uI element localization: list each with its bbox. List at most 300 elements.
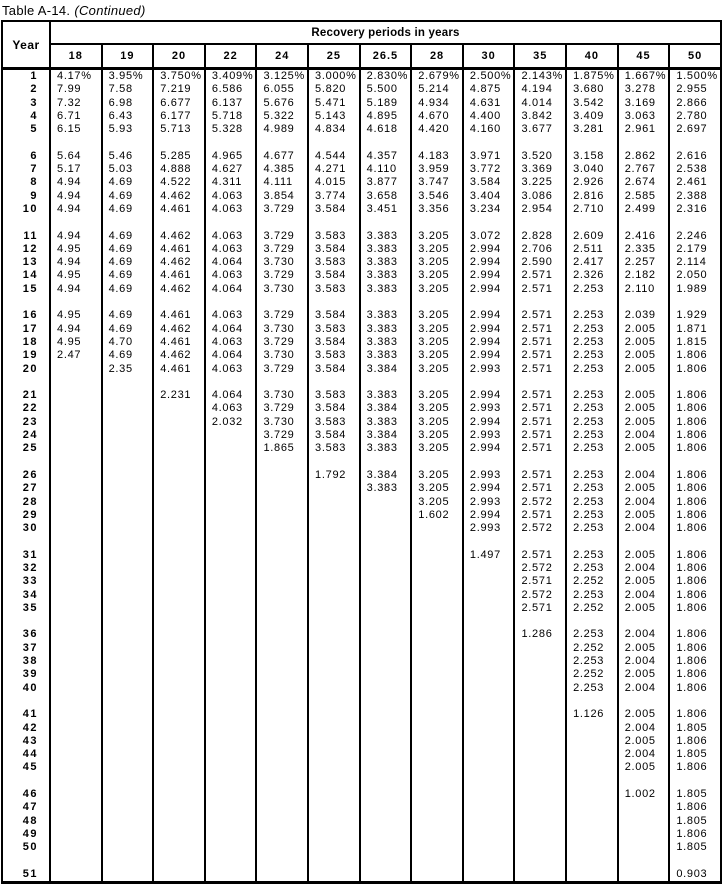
rate-cell: 4.69 (102, 203, 154, 216)
rate-cell: 2.005 (618, 482, 670, 495)
rate-cell: 4.69 (102, 176, 154, 189)
rate-cell: 3.546 (411, 190, 463, 203)
rate-cell (153, 429, 205, 442)
spacer-cell (102, 136, 154, 149)
rate-cell: 2.816 (566, 190, 618, 203)
rate-cell (411, 668, 463, 681)
spacer-cell (256, 216, 308, 229)
spacer-cell (2, 456, 50, 469)
rate-cell: 4.70 (102, 336, 154, 349)
table-row-year-37 (2, 642, 721, 655)
rate-cell: 5.214 (411, 83, 463, 96)
rate-cell: 2.253 (566, 549, 618, 562)
rate-cell: 4.17% (50, 69, 102, 84)
rate-cell: 2.609 (566, 230, 618, 243)
rate-cell: 3.383 (360, 283, 412, 296)
spacer-cell (102, 775, 154, 788)
rate-cell: 3.383 (360, 323, 412, 336)
rate-cell (102, 668, 154, 681)
table-row-year-47 (2, 801, 721, 814)
rate-cell (256, 761, 308, 774)
rate-cell: 4.95 (50, 243, 102, 256)
rate-cell (102, 655, 154, 668)
year-cell: 37 (2, 642, 50, 655)
rate-cell (514, 708, 566, 721)
spacer-cell (411, 535, 463, 548)
rate-cell (205, 562, 257, 575)
rate-cell (205, 682, 257, 695)
rate-cell (102, 801, 154, 814)
rate-cell: 1.806 (669, 642, 721, 655)
rate-cell (360, 735, 412, 748)
rate-cell (50, 589, 102, 602)
table-row-year-14 (2, 269, 721, 282)
rate-cell (205, 828, 257, 841)
year-cell: 26 (2, 469, 50, 482)
spacer-cell (2, 695, 50, 708)
rate-cell (50, 788, 102, 801)
spacer-cell (153, 775, 205, 788)
rate-cell: 1.126 (566, 708, 618, 721)
rate-cell (308, 735, 360, 748)
group-spacer-row (2, 695, 721, 708)
spacer-cell (566, 695, 618, 708)
rate-cell (50, 469, 102, 482)
rate-cell: 3.169 (618, 97, 670, 110)
rate-cell: 3.205 (411, 429, 463, 442)
rate-cell: 2.005 (618, 402, 670, 415)
rate-cell: 4.94 (50, 323, 102, 336)
table-header (2, 21, 721, 69)
table-row-year-13 (2, 256, 721, 269)
table-row-year-25 (2, 442, 721, 455)
spacer-cell (153, 296, 205, 309)
rate-cell: 3.658 (360, 190, 412, 203)
rate-cell: 2.926 (566, 176, 618, 189)
rate-cell: 3.409% (205, 69, 257, 84)
rate-cell: 2.179 (669, 243, 721, 256)
rate-cell (50, 735, 102, 748)
spacer-cell (618, 456, 670, 469)
rate-cell (153, 469, 205, 482)
rate-cell: 3.205 (411, 496, 463, 509)
rate-cell: 3.384 (360, 469, 412, 482)
rate-cell (256, 788, 308, 801)
rate-cell: 1.806 (669, 735, 721, 748)
spacer-cell (514, 775, 566, 788)
rate-cell (411, 748, 463, 761)
spacer-cell (618, 296, 670, 309)
rate-cell (308, 496, 360, 509)
rate-cell: 2.004 (618, 655, 670, 668)
rate-cell (308, 642, 360, 655)
rate-cell (308, 562, 360, 575)
rate-cell (360, 722, 412, 735)
rate-cell: 2.253 (566, 496, 618, 509)
rate-cell: 4.989 (256, 123, 308, 136)
table-row-year-30 (2, 522, 721, 535)
spacer-cell (411, 376, 463, 389)
rate-cell: 3.205 (411, 243, 463, 256)
year-cell: 12 (2, 243, 50, 256)
rate-cell (102, 761, 154, 774)
rate-cell (618, 841, 670, 854)
rate-cell (50, 841, 102, 854)
table-row-year-27 (2, 482, 721, 495)
rate-cell: 3.409 (566, 110, 618, 123)
rate-cell: 3.729 (256, 230, 308, 243)
table-row-year-32 (2, 562, 721, 575)
rate-cell: 3.584 (308, 402, 360, 415)
rate-cell: 3.584 (308, 203, 360, 216)
rate-cell: 4.462 (153, 323, 205, 336)
rate-cell: 2.252 (566, 602, 618, 615)
year-cell: 50 (2, 841, 50, 854)
rate-cell (463, 642, 515, 655)
spacer-cell (256, 296, 308, 309)
table-row-year-40 (2, 682, 721, 695)
year-cell: 49 (2, 828, 50, 841)
year-cell: 25 (2, 442, 50, 455)
rate-cell: 3.384 (360, 363, 412, 376)
rate-cell (50, 482, 102, 495)
spacer-cell (514, 216, 566, 229)
spacer-cell (360, 855, 412, 868)
year-cell: 27 (2, 482, 50, 495)
rate-cell: 1.806 (669, 628, 721, 641)
rate-cell: 3.520 (514, 150, 566, 163)
recovery-periods-header: Recovery periods in years (50, 21, 721, 44)
rate-cell: 2.335 (618, 243, 670, 256)
rate-cell (360, 562, 412, 575)
rate-cell: 2.005 (618, 761, 670, 774)
rate-cell: 2.571 (514, 283, 566, 296)
rate-cell: 2.050 (669, 269, 721, 282)
rate-cell: 2.005 (618, 323, 670, 336)
rate-cell (102, 708, 154, 721)
rate-cell: 4.631 (463, 97, 515, 110)
rate-cell (102, 389, 154, 402)
rate-cell (514, 682, 566, 695)
rate-cell: 3.383 (360, 309, 412, 322)
rate-cell: 3.729 (256, 402, 308, 415)
rate-cell: 4.064 (205, 349, 257, 362)
rate-cell (205, 735, 257, 748)
rate-cell: 2.767 (618, 163, 670, 176)
rate-cell (463, 841, 515, 854)
spacer-cell (50, 296, 102, 309)
rate-cell (50, 761, 102, 774)
rate-cell (308, 668, 360, 681)
spacer-cell (102, 456, 154, 469)
rate-cell: 2.571 (514, 402, 566, 415)
spacer-cell (566, 456, 618, 469)
rate-cell (50, 642, 102, 655)
rate-cell: 3.383 (360, 482, 412, 495)
rate-cell: 6.71 (50, 110, 102, 123)
rate-cell (153, 496, 205, 509)
spacer-cell (308, 615, 360, 628)
rate-cell: 4.461 (153, 309, 205, 322)
spacer-cell (102, 376, 154, 389)
rate-cell: 4.522 (153, 176, 205, 189)
rate-cell (514, 722, 566, 735)
rate-cell (102, 442, 154, 455)
spacer-cell (411, 456, 463, 469)
rate-cell: 4.063 (205, 402, 257, 415)
rate-cell: 3.205 (411, 402, 463, 415)
rate-cell: 1.871 (669, 323, 721, 336)
rate-cell: 4.69 (102, 323, 154, 336)
rate-cell (308, 761, 360, 774)
rate-cell: 4.94 (50, 230, 102, 243)
rate-cell (463, 828, 515, 841)
rate-cell: 5.17 (50, 163, 102, 176)
rate-cell: 3.451 (360, 203, 412, 216)
spacer-cell (566, 615, 618, 628)
rate-cell: 4.063 (205, 230, 257, 243)
rate-cell: 3.234 (463, 203, 515, 216)
spacer-cell (360, 456, 412, 469)
spacer-cell (463, 695, 515, 708)
spacer-cell (102, 855, 154, 868)
rate-cell (50, 496, 102, 509)
table-row-year-26 (2, 469, 721, 482)
rate-cell (50, 628, 102, 641)
rate-cell (205, 628, 257, 641)
spacer-cell (153, 695, 205, 708)
rate-cell: 3.383 (360, 230, 412, 243)
rate-cell (463, 788, 515, 801)
rate-cell: 2.005 (618, 363, 670, 376)
rate-cell (308, 815, 360, 828)
recovery-period-19-header: 19 (102, 44, 154, 69)
rate-cell: 4.462 (153, 256, 205, 269)
year-cell: 20 (2, 363, 50, 376)
year-cell: 23 (2, 416, 50, 429)
table-row-year-5 (2, 123, 721, 136)
rate-cell (411, 868, 463, 883)
rate-cell: 4.461 (153, 243, 205, 256)
rate-cell: 3.583 (308, 283, 360, 296)
rate-cell (514, 748, 566, 761)
rate-cell (102, 469, 154, 482)
spacer-cell (411, 695, 463, 708)
rate-cell: 2.993 (463, 522, 515, 535)
rate-cell (205, 509, 257, 522)
table-row-year-35 (2, 602, 721, 615)
rate-cell: 4.063 (205, 203, 257, 216)
rate-cell: 1.875% (566, 69, 618, 84)
rate-cell (514, 841, 566, 854)
rate-cell (463, 668, 515, 681)
table-row-year-1 (2, 69, 721, 84)
year-cell: 35 (2, 602, 50, 615)
rate-cell: 1.806 (669, 442, 721, 455)
rate-cell: 2.571 (514, 602, 566, 615)
rate-cell: 1.806 (669, 828, 721, 841)
rate-cell: 2.994 (463, 243, 515, 256)
rate-cell: 2.994 (463, 442, 515, 455)
rate-cell: 2.994 (463, 309, 515, 322)
rate-cell (463, 575, 515, 588)
spacer-cell (2, 775, 50, 788)
rate-cell: 1.805 (669, 841, 721, 854)
rate-cell (360, 841, 412, 854)
rate-cell (256, 522, 308, 535)
rate-cell: 4.462 (153, 349, 205, 362)
spacer-cell (411, 855, 463, 868)
rate-cell: 3.205 (411, 269, 463, 282)
rate-cell (360, 522, 412, 535)
rate-cell: 2.005 (618, 708, 670, 721)
year-cell: 39 (2, 668, 50, 681)
rate-cell: 5.718 (205, 110, 257, 123)
rate-cell: 3.959 (411, 163, 463, 176)
rate-cell (360, 655, 412, 668)
spacer-cell (308, 136, 360, 149)
rate-cell: 7.58 (102, 83, 154, 96)
rate-cell: 4.064 (205, 323, 257, 336)
rate-cell: 2.828 (514, 230, 566, 243)
rate-cell: 6.055 (256, 83, 308, 96)
year-cell: 6 (2, 150, 50, 163)
spacer-cell (308, 296, 360, 309)
spacer-cell (308, 695, 360, 708)
rate-cell (308, 575, 360, 588)
year-cell: 2 (2, 83, 50, 96)
rate-cell (102, 562, 154, 575)
rate-cell: 3.584 (308, 309, 360, 322)
rate-cell: 2.253 (566, 402, 618, 415)
rate-cell: 2.253 (566, 522, 618, 535)
spacer-cell (153, 456, 205, 469)
rate-cell (153, 642, 205, 655)
year-cell: 22 (2, 402, 50, 415)
rate-cell: 2.571 (514, 336, 566, 349)
rate-cell: 3.583 (308, 323, 360, 336)
rate-cell: 4.94 (50, 190, 102, 203)
rate-cell: 2.571 (514, 363, 566, 376)
rate-cell (153, 628, 205, 641)
year-cell: 17 (2, 323, 50, 336)
rate-cell (50, 748, 102, 761)
year-cell: 8 (2, 176, 50, 189)
rate-cell (514, 815, 566, 828)
rate-cell (102, 589, 154, 602)
rate-cell: 3.205 (411, 482, 463, 495)
spacer-cell (618, 535, 670, 548)
rate-cell: 3.729 (256, 269, 308, 282)
spacer-cell (360, 376, 412, 389)
rate-cell (360, 549, 412, 562)
rate-cell (411, 841, 463, 854)
rate-cell: 2.571 (514, 309, 566, 322)
rate-cell: 2.326 (566, 269, 618, 282)
rate-cell: 3.730 (256, 283, 308, 296)
spacer-cell (256, 615, 308, 628)
rate-cell (153, 575, 205, 588)
rate-cell: 3.583 (308, 442, 360, 455)
spacer-cell (2, 855, 50, 868)
rate-cell: 1.806 (669, 389, 721, 402)
rate-cell: 4.064 (205, 256, 257, 269)
rate-cell: 2.253 (566, 363, 618, 376)
spacer-cell (566, 855, 618, 868)
table-row-year-15 (2, 283, 721, 296)
rate-cell (308, 841, 360, 854)
rate-cell (153, 522, 205, 535)
rate-cell: 3.729 (256, 309, 308, 322)
rate-cell: 2.571 (514, 269, 566, 282)
rate-cell (360, 628, 412, 641)
spacer-cell (669, 535, 721, 548)
rate-cell (256, 815, 308, 828)
spacer-cell (50, 615, 102, 628)
rate-cell: 3.369 (514, 163, 566, 176)
spacer-cell (360, 775, 412, 788)
spacer-cell (2, 615, 50, 628)
spacer-cell (256, 855, 308, 868)
year-cell: 45 (2, 761, 50, 774)
table-row-year-7 (2, 163, 721, 176)
recovery-period-50-header: 50 (669, 44, 721, 69)
rate-cell: 2.253 (566, 283, 618, 296)
spacer-cell (360, 296, 412, 309)
rate-cell: 3.730 (256, 323, 308, 336)
rate-cell (360, 589, 412, 602)
rate-cell: 5.713 (153, 123, 205, 136)
rate-cell (308, 628, 360, 641)
rate-cell (360, 828, 412, 841)
rate-cell (205, 841, 257, 854)
rate-cell (514, 828, 566, 841)
rate-cell (153, 722, 205, 735)
year-cell: 38 (2, 655, 50, 668)
table-title-main: Table A-14. (2, 3, 71, 18)
rate-cell: 2.994 (463, 349, 515, 362)
rate-cell: 2.253 (566, 562, 618, 575)
rate-cell (463, 655, 515, 668)
spacer-cell (669, 615, 721, 628)
table-row-year-45 (2, 761, 721, 774)
rate-cell (153, 841, 205, 854)
rate-cell: 4.94 (50, 176, 102, 189)
spacer-cell (256, 376, 308, 389)
rate-cell (411, 708, 463, 721)
rate-cell: 4.183 (411, 150, 463, 163)
spacer-cell (566, 376, 618, 389)
rate-cell (102, 402, 154, 415)
rate-cell: 1.002 (618, 788, 670, 801)
rate-cell: 6.677 (153, 97, 205, 110)
rate-cell (411, 761, 463, 774)
spacer-cell (308, 216, 360, 229)
spacer-cell (618, 216, 670, 229)
rate-cell: 6.137 (205, 97, 257, 110)
rate-cell: 3.158 (566, 150, 618, 163)
rate-cell: 2.585 (618, 190, 670, 203)
rate-cell (360, 602, 412, 615)
rate-cell (205, 496, 257, 509)
rate-cell: 5.328 (205, 123, 257, 136)
rate-cell (411, 735, 463, 748)
rate-cell (411, 722, 463, 735)
rate-cell: 2.710 (566, 203, 618, 216)
rate-cell: 3.404 (463, 190, 515, 203)
rate-cell (308, 722, 360, 735)
rate-cell: 2.993 (463, 469, 515, 482)
